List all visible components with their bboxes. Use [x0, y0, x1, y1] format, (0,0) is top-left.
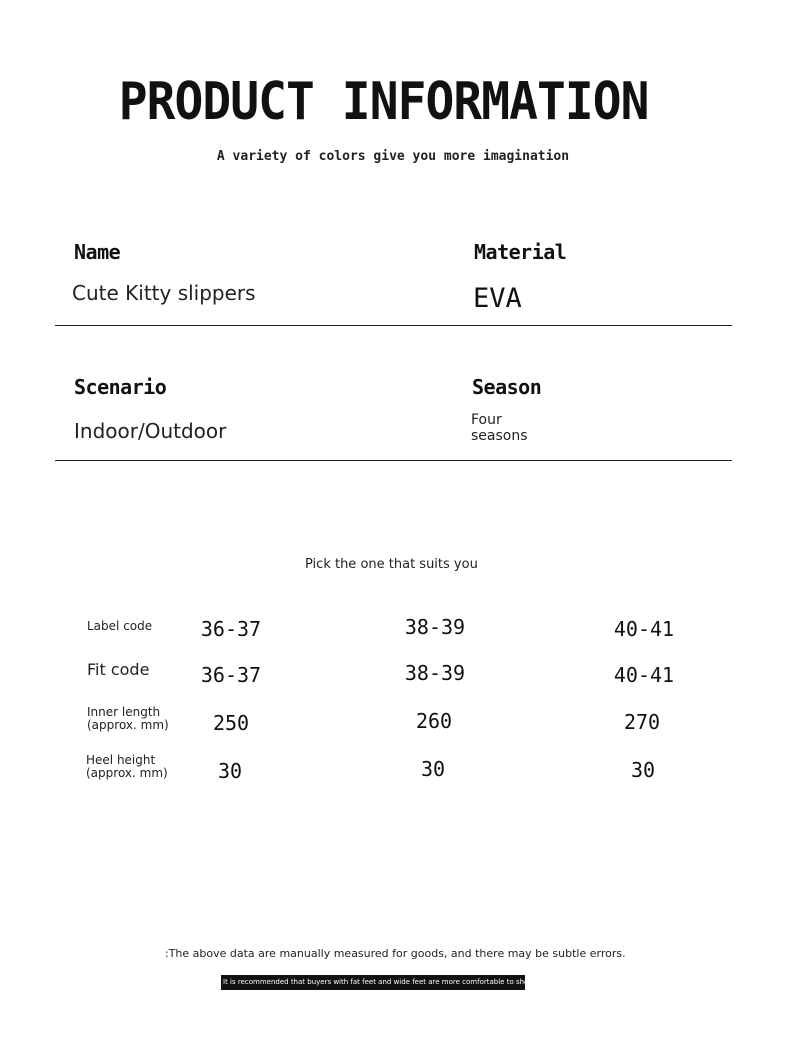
material-label: Material — [474, 240, 567, 264]
cell-label-code-3: 40-41 — [613, 617, 675, 641]
season-value-line2: seasons — [471, 428, 528, 444]
page-title: PRODUCT INFORMATION — [118, 72, 649, 132]
row-label-inner-length — [87, 706, 169, 732]
cell-inner-length-1: 250 — [212, 711, 250, 735]
cell-heel-height-1: 30 — [217, 759, 243, 783]
cell-fit-code-1: 36-37 — [200, 663, 262, 687]
row-label-heel-height-line2: (approx. mm) — [86, 766, 168, 780]
recommendation-banner: It is recommended that buyers with fat feet and wide feet are more comfortable to shoot large size 1 = — [221, 975, 525, 990]
row-label-inner-length-line1: Inner length — [87, 705, 161, 719]
cell-heel-height-3: 30 — [630, 758, 656, 782]
name-value: Cute Kitty slippers — [72, 281, 256, 305]
cell-heel-height-2: 30 — [420, 757, 446, 781]
row-label-heel-height-line1: Heel height — [86, 753, 156, 767]
page-subtitle: A variety of colors give you more imagination — [216, 149, 570, 164]
cell-fit-code-3: 40-41 — [613, 663, 675, 687]
cell-fit-code-2: 38-39 — [404, 661, 466, 685]
cell-label-code-1: 36-37 — [200, 617, 262, 641]
scenario-value: Indoor/Outdoor — [74, 419, 227, 443]
cell-label-code-2: 38-39 — [404, 615, 466, 639]
row-label-heel-height — [86, 754, 168, 780]
season-label: Season — [472, 375, 542, 399]
divider-1 — [55, 325, 732, 326]
row-label-inner-length-line2: (approx. mm) — [87, 718, 169, 732]
season-value-line1: Four — [471, 412, 502, 428]
scenario-label: Scenario — [74, 375, 167, 399]
cell-inner-length-3: 270 — [623, 710, 661, 734]
divider-2 — [55, 460, 732, 461]
season-value — [471, 412, 528, 444]
row-label-fit-code: Fit code — [87, 660, 150, 679]
cell-inner-length-2: 260 — [415, 709, 453, 733]
material-value: EVA — [473, 283, 522, 314]
name-label: Name — [74, 240, 121, 264]
size-chart-caption: Pick the one that suits you — [305, 557, 478, 572]
measurement-note: :The above data are manually measured for goods, and there may be subtle errors. — [165, 947, 626, 960]
row-label-label-code: Label code — [87, 619, 153, 633]
